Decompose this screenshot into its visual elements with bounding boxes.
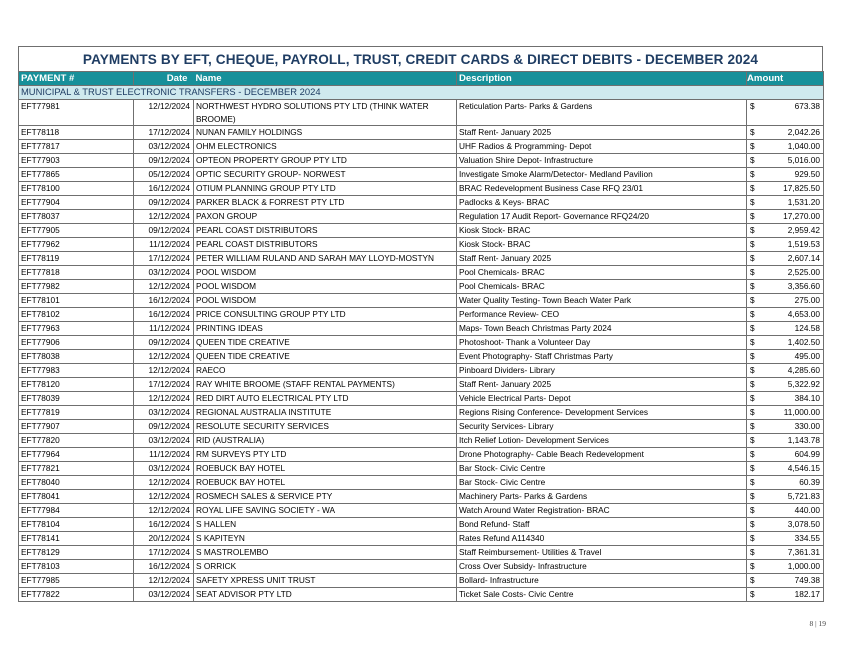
table-row	[19, 210, 824, 224]
section-row	[19, 86, 824, 100]
payment-amount	[747, 560, 824, 574]
table-row	[19, 406, 824, 420]
payment-number: EFT77981	[19, 100, 134, 126]
table-row	[19, 322, 824, 336]
payment-date: 20/12/2024	[134, 532, 194, 546]
payment-description: Pool Chemicals- BRAC	[457, 280, 747, 294]
payment-date: 16/12/2024	[134, 294, 194, 308]
amount-value: 2,959.42	[787, 225, 820, 235]
payee-name: NUNAN FAMILY HOLDINGS	[194, 126, 457, 140]
payment-amount	[747, 196, 824, 210]
payee-name: REGIONAL AUSTRALIA INSTITUTE	[194, 406, 457, 420]
payee-name: POOL WISDOM	[194, 266, 457, 280]
payment-description: Vehicle Electrical Parts- Depot	[457, 392, 747, 406]
payment-amount	[747, 252, 824, 266]
amount-value: 5,721.83	[787, 491, 820, 501]
amount-value: 4,653.00	[787, 309, 820, 319]
payment-amount	[747, 280, 824, 294]
payment-date: 12/12/2024	[134, 280, 194, 294]
payment-date: 12/12/2024	[134, 350, 194, 364]
payee-name: OHM ELECTRONICS	[194, 140, 457, 154]
payment-amount	[747, 420, 824, 434]
currency-symbol: $	[750, 309, 755, 319]
currency-symbol: $	[750, 225, 755, 235]
currency-symbol: $	[750, 379, 755, 389]
currency-symbol: $	[750, 351, 755, 361]
payment-amount	[747, 182, 824, 196]
payment-number: EFT77820	[19, 434, 134, 448]
payment-description: Staff Rent- January 2025	[457, 252, 747, 266]
table-row	[19, 574, 824, 588]
payment-date: 16/12/2024	[134, 560, 194, 574]
amount-value: 1,000.00	[787, 561, 820, 571]
payment-number: EFT78041	[19, 490, 134, 504]
payment-date: 03/12/2024	[134, 406, 194, 420]
amount-value: 604.99	[794, 449, 820, 459]
payment-amount	[747, 392, 824, 406]
amount-value: 11,000.00	[783, 407, 820, 417]
payee-name: NORTHWEST HYDRO SOLUTIONS PTY LTD (THINK WATER BROOME)	[194, 100, 457, 126]
header-date: Date	[134, 72, 194, 86]
payment-number: EFT77822	[19, 588, 134, 602]
table-row	[19, 294, 824, 308]
payment-number: EFT78100	[19, 182, 134, 196]
amount-value: 4,285.60	[787, 365, 820, 375]
payment-date: 16/12/2024	[134, 182, 194, 196]
payment-description: Itch Relief Lotion- Development Services	[457, 434, 747, 448]
payee-name: OTIUM PLANNING GROUP PTY LTD	[194, 182, 457, 196]
header-row	[19, 72, 824, 86]
payee-name: ROSMECH SALES & SERVICE PTY	[194, 490, 457, 504]
payment-date: 12/12/2024	[134, 504, 194, 518]
amount-value: 2,042.26	[787, 127, 820, 137]
payment-number: EFT77907	[19, 420, 134, 434]
table-row	[19, 448, 824, 462]
payee-name: QUEEN TIDE CREATIVE	[194, 350, 457, 364]
amount-value: 334.55	[794, 533, 820, 543]
payee-name: S ORRICK	[194, 560, 457, 574]
payee-name: ROYAL LIFE SAVING SOCIETY - WA	[194, 504, 457, 518]
payment-number: EFT78118	[19, 126, 134, 140]
payment-description: Water Quality Testing- Town Beach Water Park	[457, 294, 747, 308]
payment-number: EFT77984	[19, 504, 134, 518]
payment-amount	[747, 434, 824, 448]
payment-description: Staff Reimbursement- Utilities & Travel	[457, 546, 747, 560]
payment-description: Machinery Parts- Parks & Gardens	[457, 490, 747, 504]
payment-number: EFT77903	[19, 154, 134, 168]
payee-name: S HALLEN	[194, 518, 457, 532]
payment-amount	[747, 546, 824, 560]
header-name: Name	[194, 72, 457, 86]
amount-value: 1,402.50	[787, 337, 820, 347]
payment-amount	[747, 406, 824, 420]
payment-number: EFT77818	[19, 266, 134, 280]
payment-date: 03/12/2024	[134, 140, 194, 154]
amount-value: 124.58	[794, 323, 820, 333]
payment-number: EFT78039	[19, 392, 134, 406]
payment-description: BRAC Redevelopment Business Case RFQ 23/01	[457, 182, 747, 196]
payment-number: EFT77906	[19, 336, 134, 350]
payment-number: EFT78101	[19, 294, 134, 308]
payment-amount	[747, 210, 824, 224]
currency-symbol: $	[750, 435, 755, 445]
payee-name: RESOLUTE SECURITY SERVICES	[194, 420, 457, 434]
payment-amount	[747, 588, 824, 602]
payment-description: Pinboard Dividers- Library	[457, 364, 747, 378]
payment-date: 12/12/2024	[134, 100, 194, 126]
payee-name: RAECO	[194, 364, 457, 378]
currency-symbol: $	[750, 239, 755, 249]
currency-symbol: $	[750, 337, 755, 347]
payee-name: RAY WHITE BROOME (STAFF RENTAL PAYMENTS)	[194, 378, 457, 392]
currency-symbol: $	[750, 169, 755, 179]
amount-value: 673.38	[794, 101, 820, 111]
payment-date: 11/12/2024	[134, 322, 194, 336]
payment-description: Regulation 17 Audit Report- Governance RFQ24/20	[457, 210, 747, 224]
payment-date: 05/12/2024	[134, 168, 194, 182]
payment-description: Kiosk Stock- BRAC	[457, 224, 747, 238]
payment-amount	[747, 448, 824, 462]
payment-amount	[747, 476, 824, 490]
page-number: 8 | 19	[809, 619, 826, 628]
report-title: PAYMENTS BY EFT, CHEQUE, PAYROLL, TRUST, CREDIT CARDS & DIRECT DEBITS - DECEMBER 2024	[18, 46, 823, 71]
payment-date: 03/12/2024	[134, 462, 194, 476]
payee-name: RED DIRT AUTO ELECTRICAL PTY LTD	[194, 392, 457, 406]
currency-symbol: $	[750, 575, 755, 585]
payment-description: Staff Rent- January 2025	[457, 378, 747, 392]
payee-name: S MASTROLEMBO	[194, 546, 457, 560]
payment-number: EFT78103	[19, 560, 134, 574]
payment-date: 12/12/2024	[134, 364, 194, 378]
table-row	[19, 182, 824, 196]
payment-description: UHF Radios & Programming- Depot	[457, 140, 747, 154]
payment-description: Performance Review- CEO	[457, 308, 747, 322]
table-row	[19, 476, 824, 490]
payment-date: 16/12/2024	[134, 518, 194, 532]
payment-amount	[747, 364, 824, 378]
amount-value: 60.39	[799, 477, 820, 487]
payment-amount	[747, 308, 824, 322]
payee-name: PAXON GROUP	[194, 210, 457, 224]
payment-date: 03/12/2024	[134, 266, 194, 280]
payment-amount	[747, 532, 824, 546]
payment-description: Ticket Sale Costs- Civic Centre	[457, 588, 747, 602]
currency-symbol: $	[750, 589, 755, 599]
amount-value: 1,040.00	[787, 141, 820, 151]
currency-symbol: $	[750, 101, 755, 111]
amount-value: 1,531.20	[787, 197, 820, 207]
payment-description: Bond Refund- Staff	[457, 518, 747, 532]
payment-description: Investigate Smoke Alarm/Detector- Medland Pavilion	[457, 168, 747, 182]
payments-table	[18, 71, 824, 602]
payee-name: PRICE CONSULTING GROUP PTY LTD	[194, 308, 457, 322]
currency-symbol: $	[750, 253, 755, 263]
payment-description: Bar Stock- Civic Centre	[457, 476, 747, 490]
section-label: MUNICIPAL & TRUST ELECTRONIC TRANSFERS - DECEMBER 2024	[19, 86, 824, 100]
amount-value: 495.00	[794, 351, 820, 361]
payee-name: RM SURVEYS PTY LTD	[194, 448, 457, 462]
table-row	[19, 588, 824, 602]
payment-description: Rates Refund A114340	[457, 532, 747, 546]
currency-symbol: $	[750, 155, 755, 165]
payment-description: Maps- Town Beach Christmas Party 2024	[457, 322, 747, 336]
payment-amount	[747, 336, 824, 350]
payment-date: 12/12/2024	[134, 490, 194, 504]
table-row	[19, 336, 824, 350]
payment-date: 03/12/2024	[134, 588, 194, 602]
amount-value: 1,519.53	[787, 239, 820, 249]
table-row	[19, 308, 824, 322]
payment-amount	[747, 462, 824, 476]
table-row	[19, 154, 824, 168]
table-row	[19, 518, 824, 532]
payee-name: PETER WILLIAM RULAND AND SARAH MAY LLOYD-MOSTYN	[194, 252, 457, 266]
payment-date: 12/12/2024	[134, 476, 194, 490]
payment-number: EFT77817	[19, 140, 134, 154]
payment-number: EFT77819	[19, 406, 134, 420]
table-row	[19, 532, 824, 546]
payment-number: EFT78102	[19, 308, 134, 322]
table-row	[19, 420, 824, 434]
payment-number: EFT77964	[19, 448, 134, 462]
payment-amount	[747, 126, 824, 140]
amount-value: 182.17	[794, 589, 820, 599]
currency-symbol: $	[750, 477, 755, 487]
amount-value: 4,546.15	[787, 463, 820, 473]
payment-description: Pool Chemicals- BRAC	[457, 266, 747, 280]
payment-number: EFT77983	[19, 364, 134, 378]
payment-date: 12/12/2024	[134, 574, 194, 588]
table-row	[19, 546, 824, 560]
table-row	[19, 490, 824, 504]
payee-name: POOL WISDOM	[194, 280, 457, 294]
currency-symbol: $	[750, 267, 755, 277]
payment-description: Cross Over Subsidy- Infrastructure	[457, 560, 747, 574]
currency-symbol: $	[750, 533, 755, 543]
payment-description: Security Services- Library	[457, 420, 747, 434]
payment-amount	[747, 322, 824, 336]
payment-number: EFT77982	[19, 280, 134, 294]
payment-description: Photoshoot- Thank a Volunteer Day	[457, 336, 747, 350]
currency-symbol: $	[750, 295, 755, 305]
payment-date: 16/12/2024	[134, 308, 194, 322]
payee-name: PARKER BLACK & FORREST PTY LTD	[194, 196, 457, 210]
payment-amount	[747, 238, 824, 252]
payment-number: EFT77865	[19, 168, 134, 182]
amount-value: 2,525.00	[787, 267, 820, 277]
payment-date: 11/12/2024	[134, 238, 194, 252]
payee-name: PRINTING IDEAS	[194, 322, 457, 336]
table-row	[19, 100, 824, 126]
payment-amount	[747, 518, 824, 532]
amount-value: 3,078.50	[787, 519, 820, 529]
payee-name: OPTIC SECURITY GROUP- NORWEST	[194, 168, 457, 182]
currency-symbol: $	[750, 491, 755, 501]
amount-value: 17,825.50	[783, 183, 820, 193]
payment-amount	[747, 350, 824, 364]
amount-value: 2,607.14	[787, 253, 820, 263]
amount-value: 1,143.78	[787, 435, 820, 445]
payee-name: SEAT ADVISOR PTY LTD	[194, 588, 457, 602]
payments-sheet	[18, 46, 823, 602]
table-row	[19, 462, 824, 476]
payment-number: EFT78129	[19, 546, 134, 560]
payment-date: 03/12/2024	[134, 434, 194, 448]
table-row	[19, 168, 824, 182]
payment-description: Reticulation Parts- Parks & Gardens	[457, 100, 747, 126]
payment-description: Padlocks & Keys- BRAC	[457, 196, 747, 210]
amount-value: 17,270.00	[783, 211, 820, 221]
payment-description: Staff Rent- January 2025	[457, 126, 747, 140]
payment-number: EFT78040	[19, 476, 134, 490]
payee-name: QUEEN TIDE CREATIVE	[194, 336, 457, 350]
payment-date: 17/12/2024	[134, 252, 194, 266]
payee-name: RID (AUSTRALIA)	[194, 434, 457, 448]
currency-symbol: $	[750, 365, 755, 375]
header-payment: PAYMENT #	[19, 72, 134, 86]
currency-symbol: $	[750, 281, 755, 291]
table-row	[19, 196, 824, 210]
payment-date: 17/12/2024	[134, 546, 194, 560]
payment-number: EFT78104	[19, 518, 134, 532]
currency-symbol: $	[750, 547, 755, 557]
amount-value: 929.50	[794, 169, 820, 179]
header-amount: Amount	[747, 72, 824, 86]
payment-amount	[747, 504, 824, 518]
table-row	[19, 266, 824, 280]
currency-symbol: $	[750, 505, 755, 515]
payment-amount	[747, 266, 824, 280]
payment-description: Bar Stock- Civic Centre	[457, 462, 747, 476]
payment-number: EFT77821	[19, 462, 134, 476]
header-description: Description	[457, 72, 747, 86]
currency-symbol: $	[750, 141, 755, 151]
currency-symbol: $	[750, 449, 755, 459]
payment-amount	[747, 154, 824, 168]
amount-value: 5,322.92	[787, 379, 820, 389]
currency-symbol: $	[750, 421, 755, 431]
payment-date: 09/12/2024	[134, 336, 194, 350]
payment-amount	[747, 224, 824, 238]
currency-symbol: $	[750, 323, 755, 333]
payee-name: PEARL COAST DISTRIBUTORS	[194, 224, 457, 238]
payment-description: Kiosk Stock- BRAC	[457, 238, 747, 252]
payee-name: ROEBUCK BAY HOTEL	[194, 462, 457, 476]
table-row	[19, 238, 824, 252]
amount-value: 275.00	[794, 295, 820, 305]
currency-symbol: $	[750, 561, 755, 571]
table-row	[19, 140, 824, 154]
table-row	[19, 504, 824, 518]
payment-date: 09/12/2024	[134, 224, 194, 238]
payment-number: EFT78141	[19, 532, 134, 546]
currency-symbol: $	[750, 393, 755, 403]
payee-name: PEARL COAST DISTRIBUTORS	[194, 238, 457, 252]
currency-symbol: $	[750, 519, 755, 529]
payment-number: EFT78120	[19, 378, 134, 392]
payment-date: 17/12/2024	[134, 126, 194, 140]
amount-value: 749.38	[794, 575, 820, 585]
table-row	[19, 378, 824, 392]
table-row	[19, 392, 824, 406]
table-row	[19, 126, 824, 140]
payment-description: Valuation Shire Depot- Infrastructure	[457, 154, 747, 168]
table-row	[19, 364, 824, 378]
amount-value: 5,016.00	[787, 155, 820, 165]
payment-amount	[747, 574, 824, 588]
currency-symbol: $	[750, 197, 755, 207]
currency-symbol: $	[750, 407, 755, 417]
payment-number: EFT78038	[19, 350, 134, 364]
payee-name: S KAPITEYN	[194, 532, 457, 546]
payment-amount	[747, 294, 824, 308]
table-row	[19, 434, 824, 448]
payment-date: 11/12/2024	[134, 448, 194, 462]
payment-number: EFT77905	[19, 224, 134, 238]
payment-description: Bollard- Infrastructure	[457, 574, 747, 588]
table-row	[19, 350, 824, 364]
payment-amount	[747, 378, 824, 392]
payment-date: 09/12/2024	[134, 154, 194, 168]
payment-date: 17/12/2024	[134, 378, 194, 392]
currency-symbol: $	[750, 183, 755, 193]
table-row	[19, 252, 824, 266]
payment-number: EFT77985	[19, 574, 134, 588]
currency-symbol: $	[750, 211, 755, 221]
table-row	[19, 224, 824, 238]
payment-number: EFT77962	[19, 238, 134, 252]
amount-value: 440.00	[794, 505, 820, 515]
table-row	[19, 280, 824, 294]
payment-date: 12/12/2024	[134, 392, 194, 406]
payment-description: Drone Photography- Cable Beach Redevelopment	[457, 448, 747, 462]
payee-name: OPTEON PROPERTY GROUP PTY LTD	[194, 154, 457, 168]
payment-description: Regions Rising Conference- Development Services	[457, 406, 747, 420]
payment-date: 09/12/2024	[134, 196, 194, 210]
payment-amount	[747, 140, 824, 154]
payee-name: POOL WISDOM	[194, 294, 457, 308]
payment-number: EFT78037	[19, 210, 134, 224]
currency-symbol: $	[750, 463, 755, 473]
payment-description: Event Photography- Staff Christmas Party	[457, 350, 747, 364]
payment-amount	[747, 168, 824, 182]
payment-number: EFT78119	[19, 252, 134, 266]
payee-name: ROEBUCK BAY HOTEL	[194, 476, 457, 490]
payment-date: 09/12/2024	[134, 420, 194, 434]
payment-description: Watch Around Water Registration- BRAC	[457, 504, 747, 518]
table-row	[19, 560, 824, 574]
amount-value: 7,361.31	[787, 547, 820, 557]
amount-value: 384.10	[794, 393, 820, 403]
currency-symbol: $	[750, 127, 755, 137]
payment-number: EFT77904	[19, 196, 134, 210]
amount-value: 330.00	[794, 421, 820, 431]
payment-amount	[747, 100, 824, 126]
payee-name: SAFETY XPRESS UNIT TRUST	[194, 574, 457, 588]
amount-value: 3,356.60	[787, 281, 820, 291]
payment-date: 12/12/2024	[134, 210, 194, 224]
payment-number: EFT77963	[19, 322, 134, 336]
payment-amount	[747, 490, 824, 504]
